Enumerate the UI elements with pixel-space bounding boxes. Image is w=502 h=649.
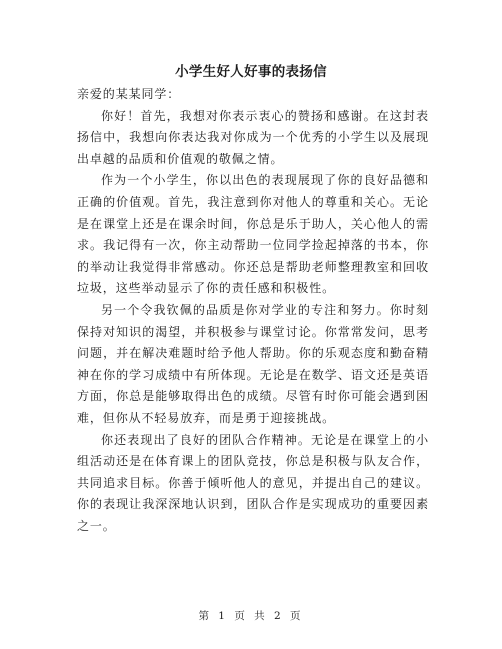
document-title: 小学生好人好事的表扬信 xyxy=(175,64,327,80)
paragraph-3: 另一个令我钦佩的品质是你对学业的专注和努力。你时刻保持对知识的渴望，并积极参与课堂讨论。你常常发问，思考问题，并在解决难题时给予他人帮助。你的乐观态度和勤奋精神在你的学习成绩中有所体现。无论是在数学、语文还是英语方面，你总是能够取得出色的成绩。尽管有时你可能会遇到困难，但你从不轻易放弃，而是勇于迎接挑战。 xyxy=(77,302,429,425)
letter-body xyxy=(77,84,429,537)
salutation: 亲爱的某某同学： xyxy=(77,87,181,101)
paragraph-2: 作为一个小学生，你以出色的表现展现了你的良好品德和正确的价值观。首先，我注意到你对他人的尊重和关心。无论是在课堂上还是在课余时间，你总是乐于助人，关心他人的需求。我记得有一次，你主动帮助一位同学捡起掉落的书本，你的举动让我觉得非常感动。你还总是帮助老师整理教室和回收垃圾，这些举动显示了你的责任感和积极性。 xyxy=(77,173,429,296)
page-footer xyxy=(0,608,502,623)
paragraph-4: 你还表现出了良好的团队合作精神。无论是在课堂上的小组活动还是在体育课上的团队竞技，你总是积极与队友合作，共同追求目标。你善于倾听他人的意见，并提出自己的建议。你的表现让我深深地认识到，团队合作是实现成功的重要因素之一。 xyxy=(77,432,429,533)
paragraph-1: 你好！首先，我想对你表示衷心的赞扬和感谢。在这封表扬信中，我想向你表达我对你成为一个优秀的小学生以及展现出卓越的品质和价值观的敬佩之情。 xyxy=(77,108,429,166)
page-number-indicator: 第 1 页 共 2 页 xyxy=(198,610,304,622)
